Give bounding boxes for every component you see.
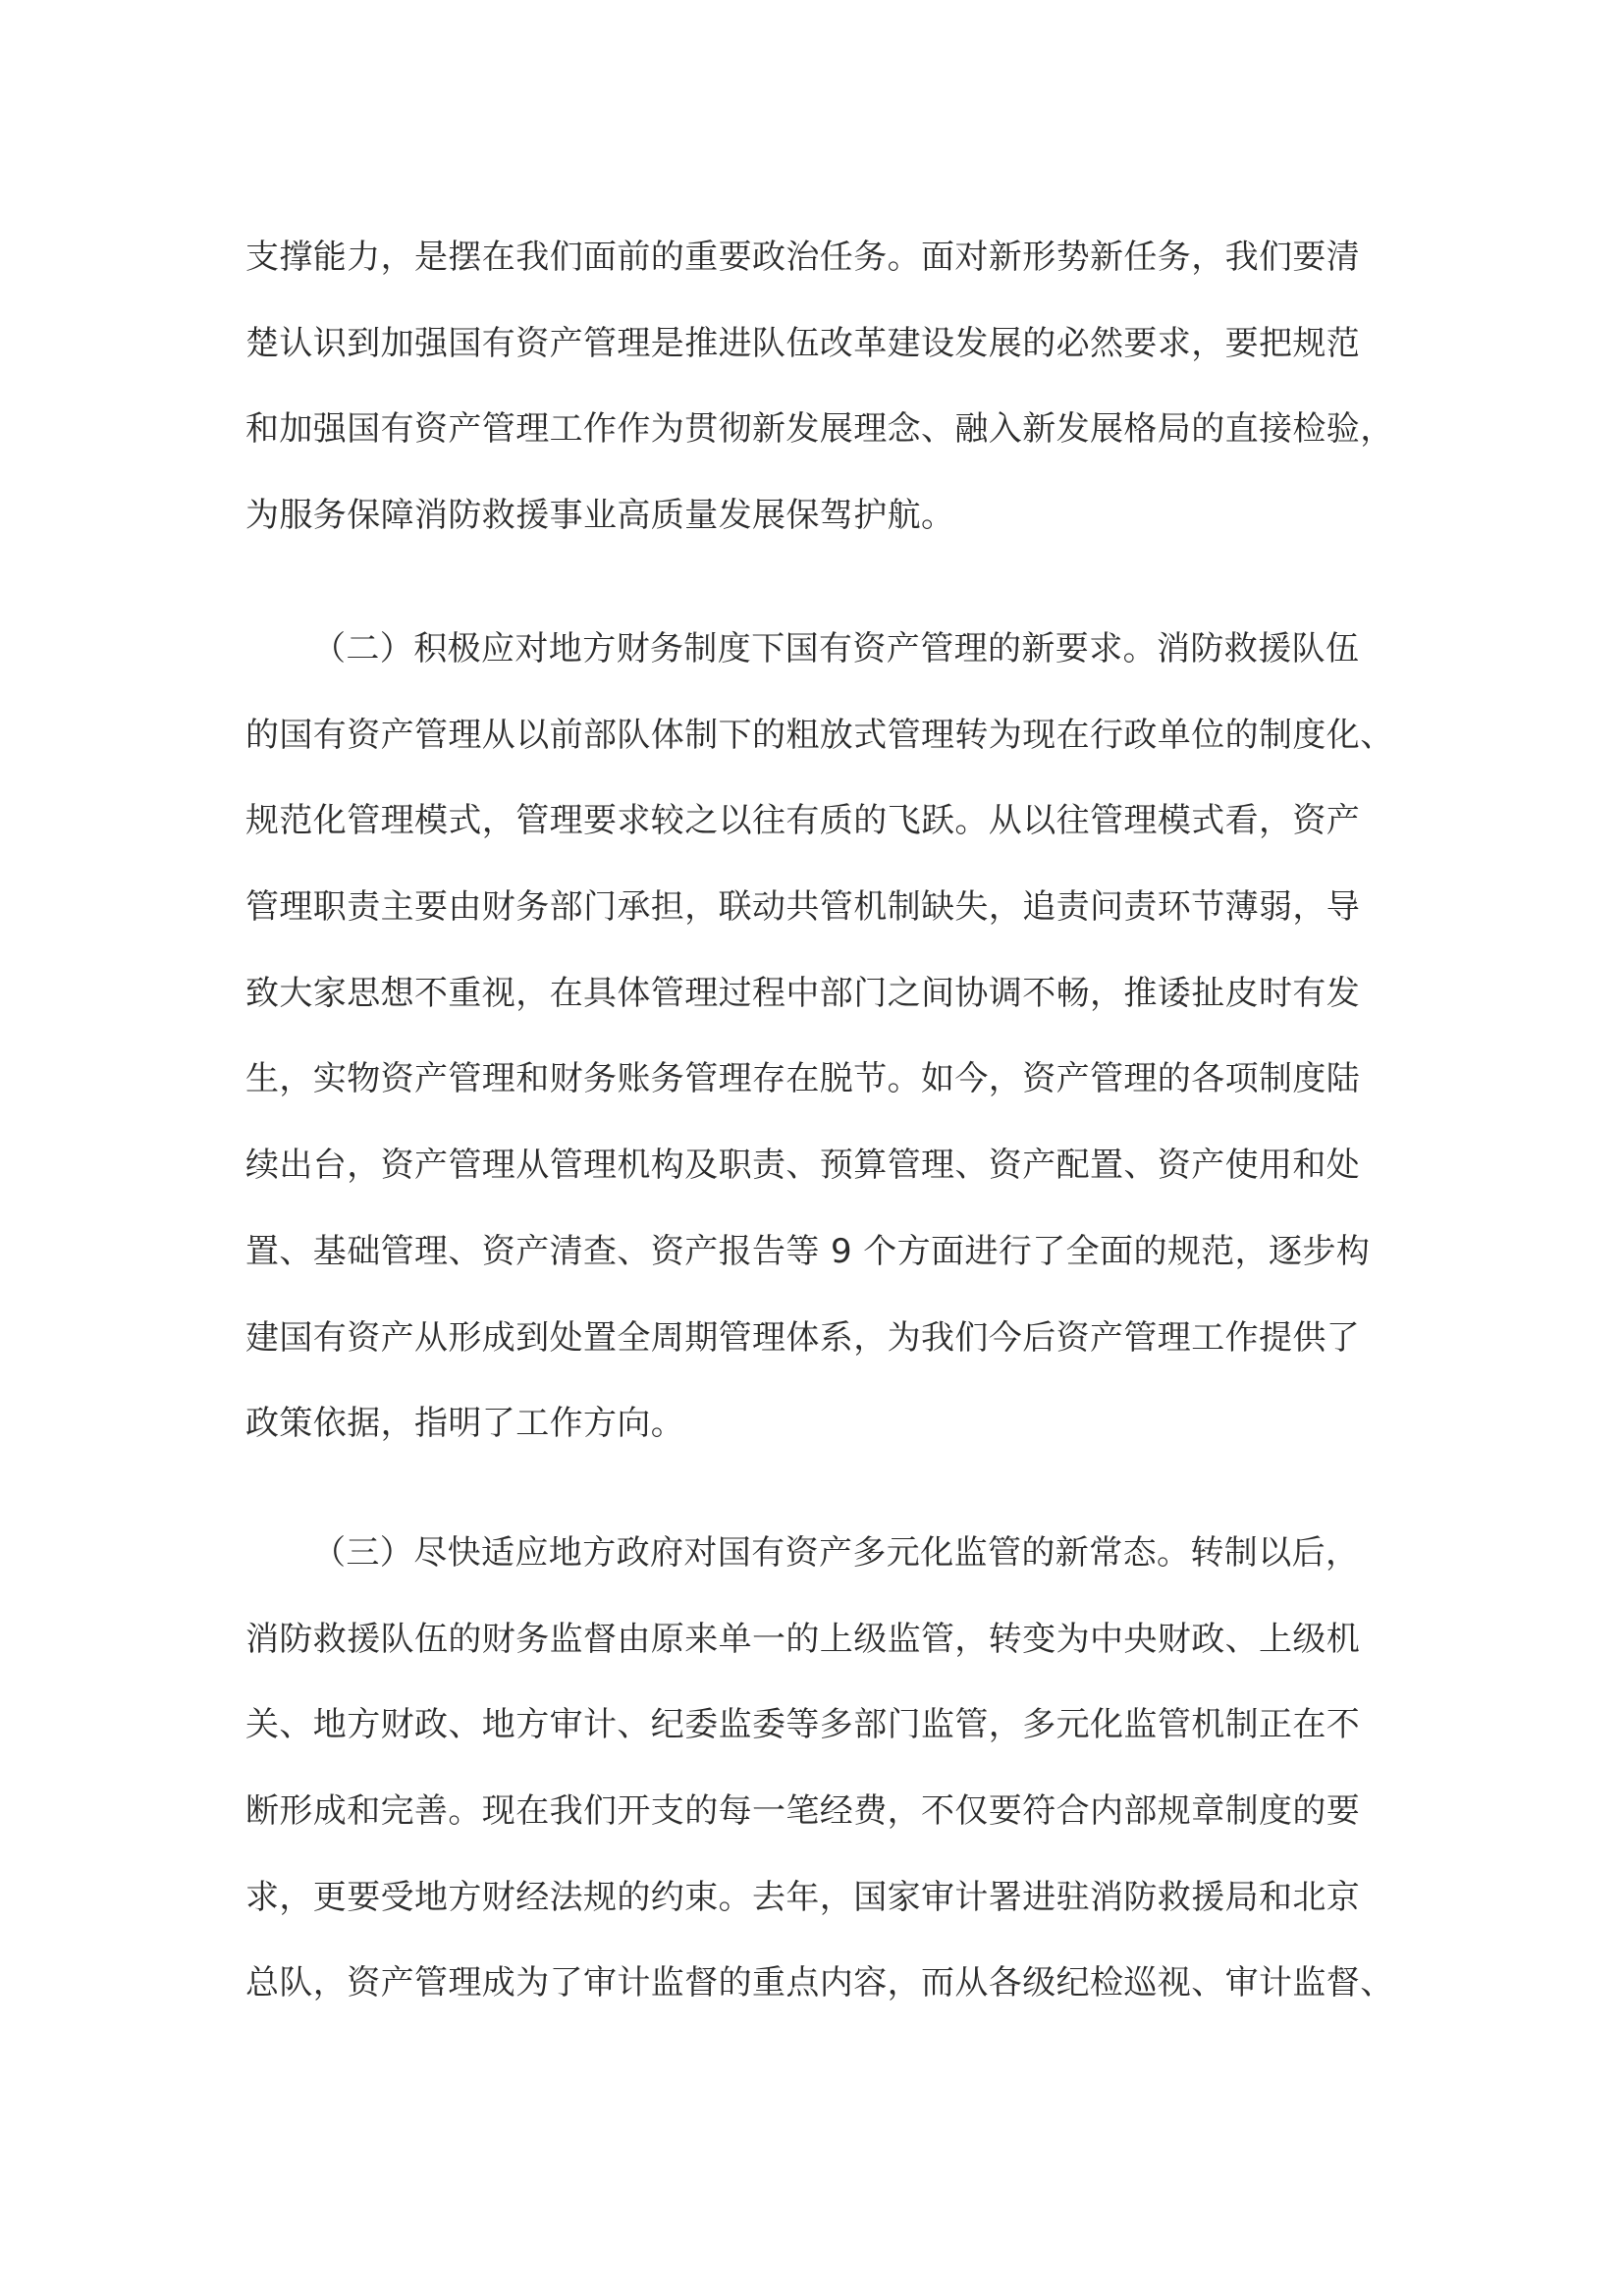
text-line: （二）积极应对地方财务制度下国有资产管理的新要求。消防救援队伍 [312,629,1360,668]
text-line: 续出台，资产管理从管理机构及职责、预算管理、资产配置、资产使用和处 [245,1146,1361,1186]
text-line: 政策依据，指明了工作方向。 [245,1404,685,1444]
text-line: 关、地方财政、地方审计、纪委监委等多部门监管，多元化监管机制正在不 [245,1705,1361,1745]
paragraph-2 [245,607,1404,1468]
paragraph-1 [245,215,1404,560]
text-line: 建国有资产从形成到处置全周期管理体系，为我们今后资产管理工作提供了 [245,1317,1361,1358]
text-line: 的国有资产管理从以前部队体制下的粗放式管理转为现在行政单位的制度化、 [245,715,1394,755]
text-line: 支撑能力，是摆在我们面前的重要政治任务。面对新形势新任务，我们要清 [245,238,1361,277]
text-line: 消防救援队伍的财务监督由原来单一的上级监管，转变为中央财政、上级机 [245,1619,1361,1659]
text-line: 为服务保障消防救援事业高质量发展保驾护航。 [245,496,955,536]
text-line: 管理职责主要由财务部门承担，联动共管机制缺失，追责问责环节薄弱，导 [245,887,1361,928]
text-line: 规范化管理模式，管理要求较之以往有质的飞跃。从以往管理模式看，资产 [245,801,1361,841]
text-line: 生，实物资产管理和财务账务管理存在脱节。如今，资产管理的各项制度陆 [245,1059,1361,1099]
text-line: 楚认识到加强国有资产管理是推进队伍改革建设发展的必然要求，要把规范 [245,323,1361,363]
text-line: 致大家思想不重视，在具体管理过程中部门之间协调不畅，推诿扯皮时有发 [245,973,1361,1013]
text-line: 断形成和完善。现在我们开支的每一笔经费，不仅要符合内部规章制度的要 [245,1791,1361,1832]
text-line: （三）尽快适应地方政府对国有资产多元化监管的新常态。转制以后， [312,1533,1360,1573]
text-line: 和加强国有资产管理工作作为贯彻新发展理念、融入新发展格局的直接检验， [245,409,1394,450]
text-line: 求，更要受地方财经法规的约束。去年，国家审计署进驻消防救援局和北京 [245,1877,1361,1917]
text-line: 置、基础管理、资产清查、资产报告等 9 个方面进行了全面的规范，逐步构 [245,1231,1371,1271]
text-line: 总队，资产管理成为了审计监督的重点内容，而从各级纪检巡视、审计监督、 [245,1963,1394,2003]
paragraph-3 [245,1511,1404,2027]
